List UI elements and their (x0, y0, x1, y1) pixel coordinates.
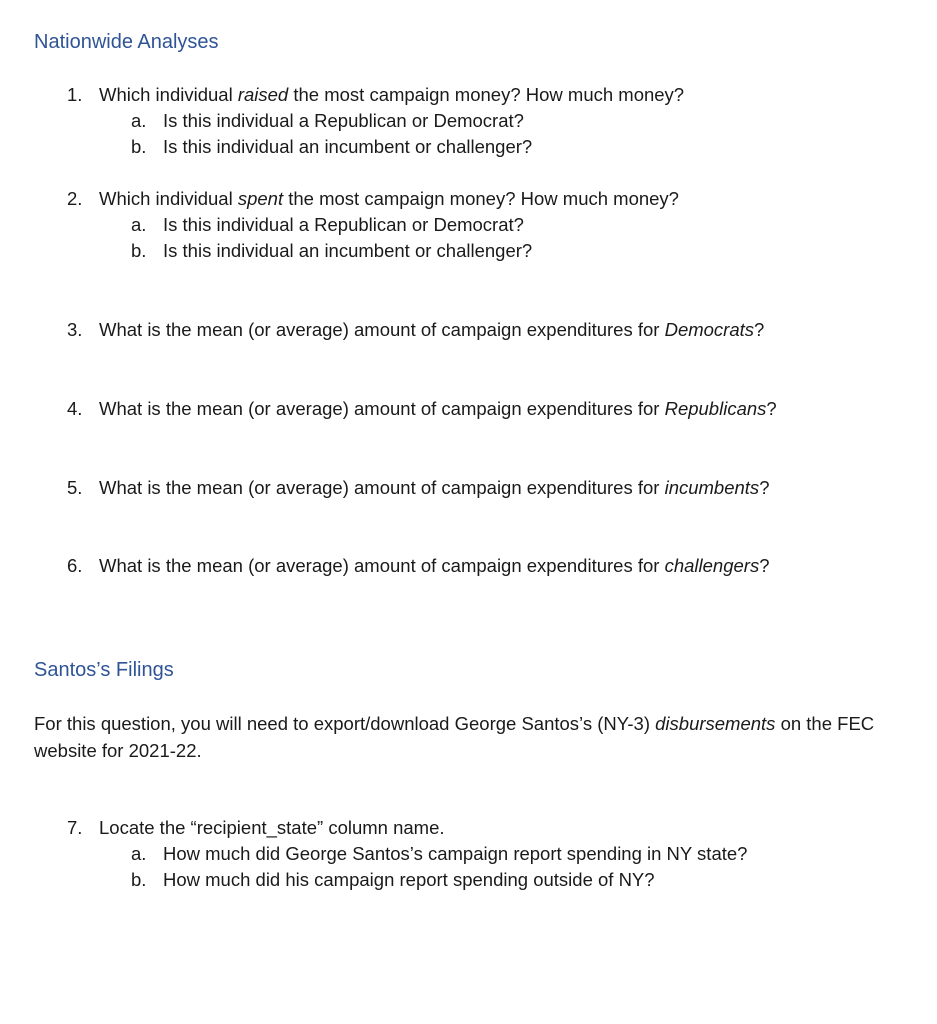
question-7b (131, 869, 655, 891)
question-number: 3. (67, 319, 83, 340)
question-5 (67, 477, 769, 499)
intro-text-post: on the FEC website for 2021-22. (34, 713, 875, 761)
subquestion-text: Is this individual an incumbent or challenger? (163, 240, 533, 261)
question-number: 5. (67, 477, 83, 498)
question-text-pre: What is the mean (or average) amount of campaign expenditures for (99, 477, 665, 498)
question-text-pre: Which individual (99, 188, 238, 209)
question-text-pre: Which individual (99, 84, 238, 105)
question-3 (67, 319, 764, 341)
question-text-emphasis: spent (237, 188, 284, 209)
question-number: 1. (67, 84, 83, 105)
question-1b (131, 136, 532, 158)
question-2b (131, 240, 532, 262)
question-2a (131, 214, 524, 236)
section-heading-nationwide-analyses: Nationwide Analyses (34, 31, 219, 53)
subquestion-text: Is this individual an incumbent or challenger? (163, 136, 533, 157)
subquestion-letter: b. (131, 869, 147, 890)
question-text-post: the most campaign money? How much money? (288, 84, 685, 105)
question-number: 7. (67, 817, 83, 838)
question-text-emphasis: challengers (664, 555, 760, 576)
question-text-post: ? (759, 555, 770, 576)
question-7 (67, 817, 445, 839)
subquestion-text: How much did George Santos’s campaign report spending in NY state? (163, 843, 748, 864)
question-7a (131, 843, 747, 865)
question-text-emphasis: Republicans (664, 398, 767, 419)
question-text-emphasis: raised (237, 84, 289, 105)
question-text-post: the most campaign money? How much money? (283, 188, 679, 209)
question-2 (67, 188, 679, 210)
question-text-pre: What is the mean (or average) amount of campaign expenditures for (99, 319, 665, 340)
subquestion-letter: a. (131, 214, 147, 235)
question-1 (67, 84, 684, 106)
question-text: Locate the “recipient_state” column name. (99, 817, 445, 838)
question-text-emphasis: incumbents (664, 477, 760, 498)
intro-text-emphasis: disbursements (655, 713, 776, 734)
subquestion-letter: a. (131, 110, 147, 131)
subquestion-text: Is this individual a Republican or Democrat? (163, 110, 524, 131)
question-4 (67, 398, 777, 420)
question-text-pre: What is the mean (or average) amount of campaign expenditures for (99, 555, 665, 576)
question-number: 6. (67, 555, 83, 576)
question-text-pre: What is the mean (or average) amount of campaign expenditures for (99, 398, 665, 419)
question-6 (67, 555, 770, 577)
question-number: 2. (67, 188, 83, 209)
subquestion-letter: a. (131, 843, 147, 864)
question-1a (131, 110, 524, 132)
question-text-post: ? (759, 477, 770, 498)
section-heading-santos-filings: Santos’s Filings (34, 659, 174, 681)
question-text-post: ? (754, 319, 765, 340)
subquestion-letter: b. (131, 240, 147, 261)
question-text-post: ? (766, 398, 777, 419)
subquestion-text: How much did his campaign report spending outside of NY? (163, 869, 655, 890)
subquestion-text: Is this individual a Republican or Democrat? (163, 214, 524, 235)
intro-paragraph (34, 710, 894, 764)
question-text-emphasis: Democrats (664, 319, 755, 340)
intro-text-pre: For this question, you will need to export/download George Santos’s (NY-3) (34, 713, 656, 734)
question-number: 4. (67, 398, 83, 419)
subquestion-letter: b. (131, 136, 147, 157)
